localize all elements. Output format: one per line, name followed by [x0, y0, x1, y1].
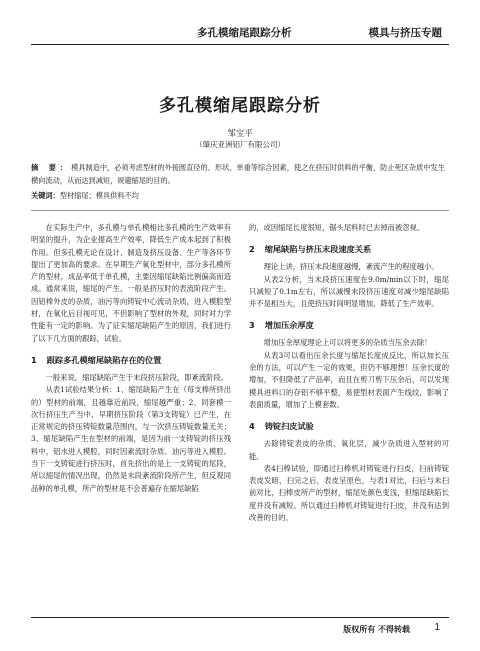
paragraph: 从表2分析，当末段挤压速度在9.0m/min以下时，缩尾只减短了0.1m左右，所以减慢末段挤压速度对减少缩尾缺陷并不是相当大，且使挤压时间明显增加，降低了生产效率。	[249, 274, 449, 309]
paragraph: 理论上讲，挤压末段速度越慢，紊流产生的程度越小。	[263, 262, 439, 272]
section-4-heading	[249, 421, 449, 432]
section-number: 3	[249, 320, 255, 331]
section-title: 缩尾缺陷与挤压末段速度关系	[264, 244, 372, 255]
intro-paragraph: 在实际生产中，多孔模与单孔模相比多孔模的生产效率有明显的提升，为企业提高生产效率，降低生产成本起到了积极作用。但多孔模无论在设计、制造及挤压设备、生产等各环节提出了更加高的要求。在早期生产氧化型材中，部分多孔模所产的型材，成品率低于单孔模，主要因缩尾缺陷比例偏高而造成。通常来说，缩尾的产生，一般是挤压时的表流阶段产生。因铝棒外皮的杂质，油污等向铸锭中心流动杂质，进入模腔型材，在氧化后目视可见，不但影响了型材的外观，同时对力学性能有一定的影响。为了证实缩尾缺陷产生的原因，我们进行了以下几方面的跟踪，试验。	[31, 223, 231, 343]
paragraph: 从表3可以看出压余长度与缩尾长度成反比，所以加长压余的方法，可以产生一定的效果，但仍不够理想！压余长度的增加，不但降低了产品率，而且在剪刀剪下压余后，可以发现模具进料口的存铝不够平整，易使型材表面产生线纹，影响了表面质量，增加了上模套数。	[249, 350, 449, 409]
paragraph-continued: 的，或因缩尾长度很短，锯头尾料时已去掉而被忽视。	[249, 223, 425, 232]
header-divider	[31, 44, 449, 45]
article-affiliation: （肇庆亚洲铝厂有限公司）	[195, 140, 285, 149]
abstract-label: 摘 要：	[31, 163, 72, 172]
body-column-right	[249, 222, 449, 524]
section-title: 跟踪多孔模缩尾缺陷存在的位置	[46, 354, 162, 365]
paragraph: 从表1试验结果分析：1、缩尾缺陷产生在（每支棒所挤出的）型材的前端，且越靠近前段，缩尾越严重；2、同套模一次行挤压生产当中，早期挤压阶段（第3支铸锭）已产生，在正常规定的挤压铸锭数量范围内，与一次挤压铸锭数量无关；3、缩尾缺陷产生在型材的前端，是因为前一支铸锭的挤压残料中，铝水进入模腔，同时因素流时杂质、油污等进入模腔。当下一支铸锭进行挤压时，首先挤出的是上一支铸锭的尾段，所以缩尾的情况出现，仍然是末段紊流阶段所产生，但反观同品种的单孔模，所产的型材是不会普遍存在缩尾缺陷	[31, 385, 231, 493]
abstract-divider	[31, 210, 449, 211]
abstract-text: 模具制造中，必须考虑型材的外接圆直径的、形状、单重等综合因素，使之在挤压时供料的平衡，防止死区杂质中发生横向流动，从而达到减短，规避缩尾的目的。	[31, 163, 445, 185]
article-title: 多孔模缩尾跟踪分析	[159, 96, 321, 116]
section-3-heading	[249, 320, 449, 331]
footer-divider	[31, 617, 449, 618]
section-number: 4	[249, 421, 255, 432]
running-header	[0, 22, 480, 44]
section-title: 铸锭扫皮试验	[264, 421, 314, 432]
article-author: 邹宝平	[227, 129, 253, 139]
section-1-heading	[31, 355, 231, 366]
paragraph: 一般来说，缩尾缺陷产生于末段挤压阶段，即紊流阶段。	[45, 372, 229, 382]
keywords-text: 型材缩尾；模具供料不均	[59, 191, 139, 200]
keywords-label: 关键词：	[31, 191, 60, 200]
section-number: 1	[31, 354, 37, 365]
body-column-left	[31, 222, 231, 495]
header-section-title: 模具与挤压专题	[368, 27, 442, 39]
abstract	[31, 161, 449, 187]
copyright-notice: 版权所有 不得转载	[343, 624, 410, 634]
page-number: 1	[434, 622, 440, 633]
paragraph: 增加压余厚度理论上可以将更多的杂质当压余去除！	[263, 338, 432, 348]
header-article-title: 多孔模缩尾跟踪分析	[197, 27, 292, 39]
paragraph: 表4扫棒试验，即通过扫棒机对铸锭进行扫皮，扫前铸锭表皮发暗，扫完之后，表皮呈原色，与表1对比，扫后与未扫前对比，扫棒皮所产的型材，缩尾处颜色变浅，但缩尾缺陷长度并没有减短。所以通过扫棒机对铸锭进行扫皮，并没有达到改善的目的。	[249, 463, 449, 523]
keywords	[31, 190, 449, 202]
section-number: 2	[249, 244, 255, 255]
section-title: 增加压余厚度	[264, 320, 314, 331]
paragraph: 去除铸锭表皮的杂质、氧化层，减少杂质进入型材的可能。	[249, 439, 449, 461]
section-2-heading	[249, 244, 449, 255]
